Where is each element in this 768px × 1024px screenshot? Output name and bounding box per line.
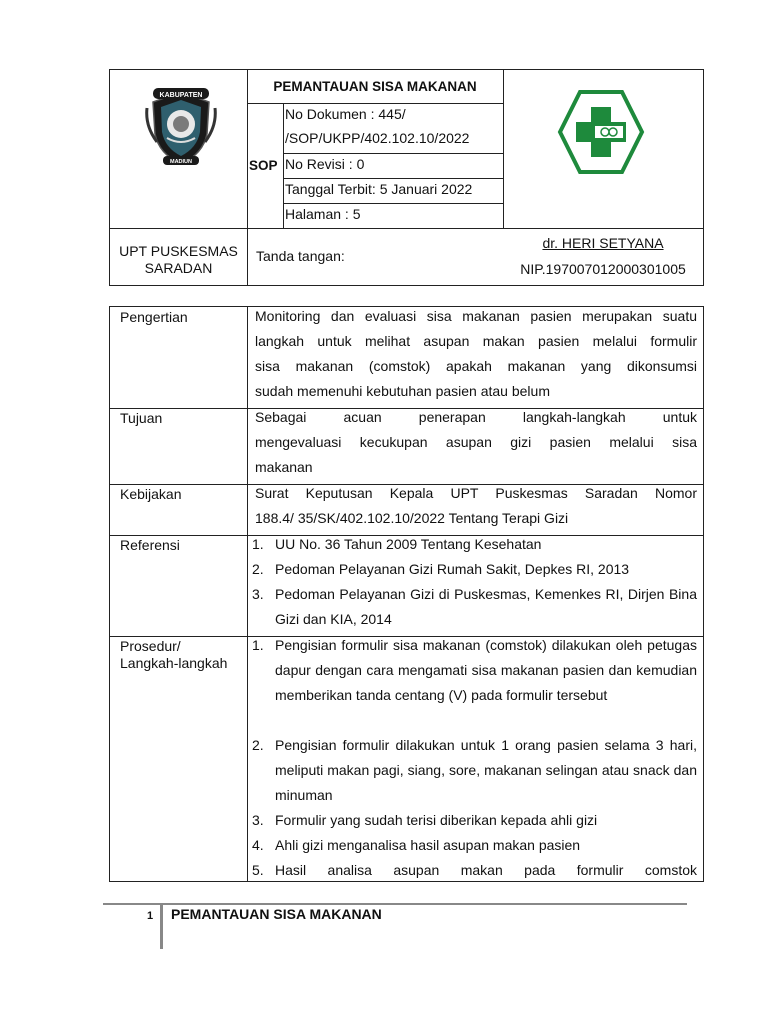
document-number-line2: /SOP/UKPP/402.102.10/2022 xyxy=(285,130,470,146)
kebijakan-line: 188.4/ 35/SK/402.102.10/2022 Tentang Terapi Gizi xyxy=(255,510,569,526)
section-label-kebijakan: Kebijakan xyxy=(120,486,182,502)
referensi-item xyxy=(252,532,697,557)
list-number: 3. xyxy=(252,812,264,828)
signature-label: Tanda tangan: xyxy=(256,248,345,264)
list-number: 1. xyxy=(252,536,264,552)
section-label-pengertian: Pengertian xyxy=(120,309,188,325)
list-text: Pengisian formulir sisa makanan (comstok) dilakukan oleh petugas dapur dengan cara mengamati sisa makanan pasien dan kemudian memberikan tanda centang (V) pada formulir tersebut xyxy=(275,637,697,703)
issue-date: Tanggal Terbit: 5 Januari 2022 xyxy=(285,181,473,197)
sop-header-table xyxy=(109,69,704,286)
list-text: Hasil analisa asupan makan pada formulir comstok xyxy=(275,862,697,878)
list-text: Pedoman Pelayanan Gizi di Puskesmas, Kemenkes RI, Dirjen Bina Gizi dan KIA, 2014 xyxy=(275,586,697,627)
section-label-prosedur: Prosedur/ xyxy=(120,638,181,654)
organization-name-line2: SARADAN xyxy=(144,260,213,276)
divider xyxy=(503,70,504,228)
sop-content-table xyxy=(109,306,704,882)
tujuan-line: Sebagai acuan penerapan langkah-langkah untuk xyxy=(255,409,697,425)
section-label-referensi: Referensi xyxy=(120,537,180,553)
page-count: Halaman : 5 xyxy=(285,206,361,222)
list-text: Pengisian formulir dilakukan untuk 1 orang pasien selama 3 hari, meliputi makan pagi, siang, sore, makanan selingan atau snack dan minuman xyxy=(275,737,697,803)
document-title: PEMANTAUAN SISA MAKANAN xyxy=(273,79,477,94)
organization-name-line1: UPT PUSKESMAS xyxy=(119,243,238,259)
kebijakan-line: Surat Keputusan Kepala UPT Puskesmas Saradan Nomor xyxy=(255,485,697,501)
pengertian-line: Monitoring dan evaluasi sisa makanan pasien merupakan suatu xyxy=(255,308,697,324)
divider xyxy=(283,178,503,179)
footer-page-number: 1 xyxy=(147,910,154,922)
tujuan-line: mengevaluasi kecukupan asupan gizi pasien melalui sisa xyxy=(255,434,697,450)
list-text: Pedoman Pelayanan Gizi Rumah Sakit, Depkes RI, 2013 xyxy=(275,561,630,577)
revision-number: No Revisi : 0 xyxy=(285,156,365,172)
prosedur-item xyxy=(252,808,697,833)
divider xyxy=(283,153,503,154)
prosedur-item xyxy=(252,633,697,733)
divider xyxy=(283,103,284,228)
kabupaten-madiun-logo xyxy=(143,86,219,168)
document-number-line1: No Dokumen : 445/ xyxy=(285,106,406,122)
list-number: 1. xyxy=(252,637,264,653)
referensi-item xyxy=(252,557,697,582)
sop-label: SOP xyxy=(249,158,278,173)
list-number: 2. xyxy=(252,737,264,753)
prosedur-item xyxy=(252,833,697,858)
puskesmas-logo xyxy=(557,89,645,175)
prosedur-item xyxy=(252,858,697,882)
section-label-tujuan: Tujuan xyxy=(120,410,163,426)
list-text: Formulir yang sudah terisi diberikan kepada ahli gizi xyxy=(275,812,598,828)
pengertian-line: langkah untuk melihat asupan makan pasien melalui formulir xyxy=(255,333,697,349)
footer-divider xyxy=(160,905,163,949)
list-number: 5. xyxy=(252,862,264,878)
logo-text-top: KABUPATEN xyxy=(159,92,203,99)
divider xyxy=(110,228,704,229)
prosedur-item xyxy=(252,733,697,808)
signer-name: dr. HERI SETYANA xyxy=(542,235,664,251)
divider xyxy=(247,307,248,882)
tujuan-line: makanan xyxy=(255,459,313,475)
pengertian-line: sudah memenuhi kebutuhan pasien atau belum xyxy=(255,383,550,399)
list-number: 2. xyxy=(252,561,264,577)
referensi-item xyxy=(252,582,697,632)
logo-text-bottom: MADIUN xyxy=(170,159,192,165)
divider xyxy=(247,103,503,104)
signer-nip: NIP.197007012000301005 xyxy=(520,261,686,277)
footer-title: PEMANTAUAN SISA MAKANAN xyxy=(171,906,382,922)
divider xyxy=(283,203,503,204)
section-label-prosedur-line2: Langkah-langkah xyxy=(120,655,228,671)
list-text: Ahli gizi menganalisa hasil asupan makan pasien xyxy=(275,837,581,853)
pengertian-line: sisa makanan (comstok) apakah makanan yang dikonsumsi xyxy=(255,358,697,374)
list-text: UU No. 36 Tahun 2009 Tentang Kesehatan xyxy=(275,536,542,552)
list-number: 4. xyxy=(252,837,264,853)
list-number: 3. xyxy=(252,586,264,602)
